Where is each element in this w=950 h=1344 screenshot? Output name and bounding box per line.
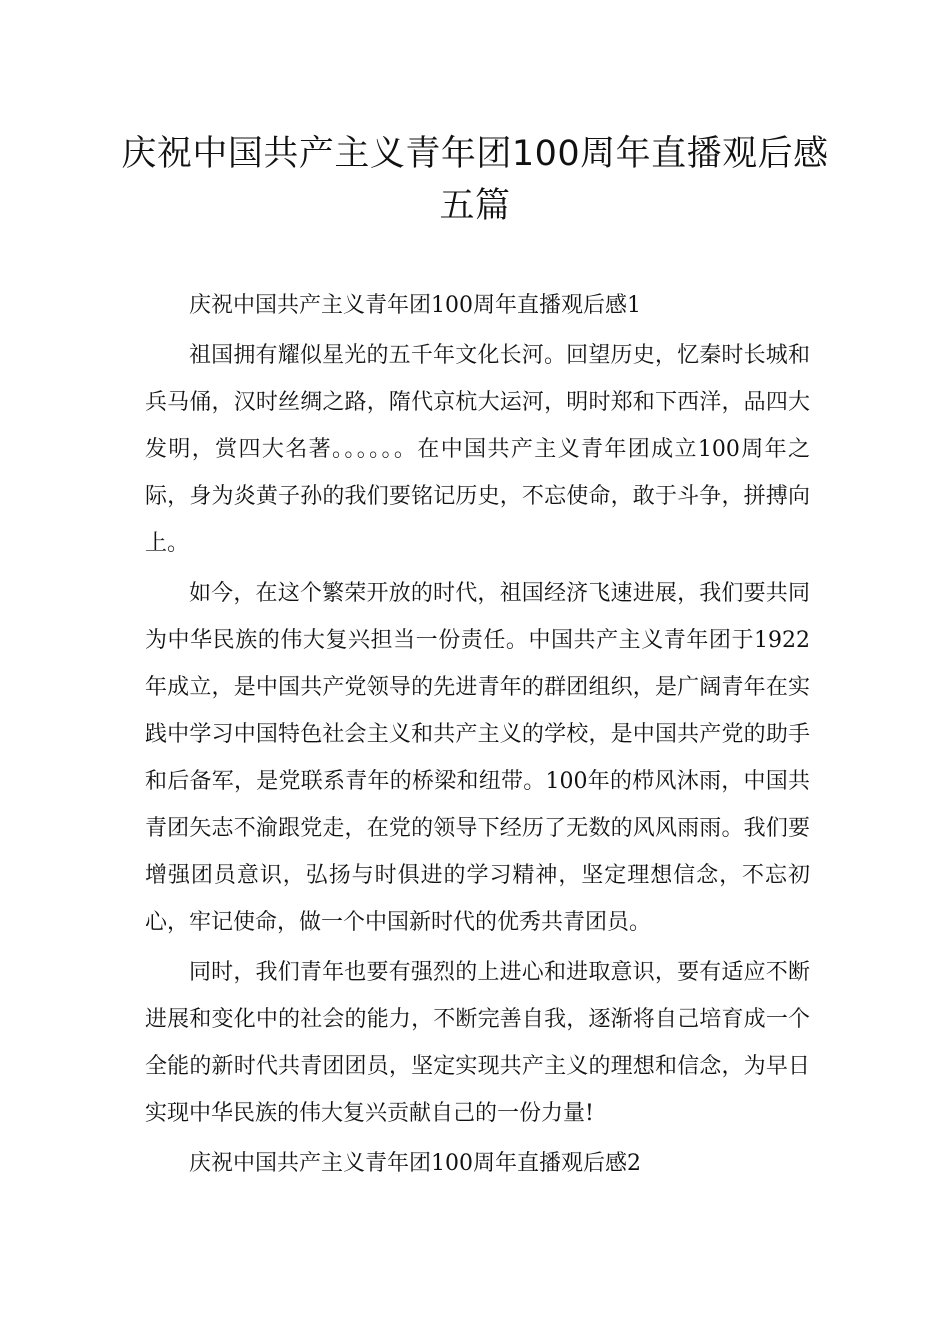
section-heading-1: 庆祝中国共产主义青年团100周年直播观后感1 [189,293,641,318]
paragraph-1: 祖国拥有耀似星光的五千年文化长河。回望历史，忆秦时长城和兵马俑，汉时丝绸之路，隋代京杭大运河，明时郑和下西洋，品四大发明，赏四大名著。。。。。。在中国共产主义青年团成立100周年之际，身为炎黄子孙的我们要铭记历史，不忘使命，敢于斗争，拼搏向上。 [145,343,810,556]
document-title: 庆祝中国共产主义青年团100周年直播观后感五篇 [121,134,829,226]
document-body [145,282,810,1190]
paragraph-2: 如今，在这个繁荣开放的时代，祖国经济飞速进展，我们要共同为中华民族的伟大复兴担当一份责任。中国共产主义青年团于1922年成立，是中国共产党领导的先进青年的群团组织，是广阔青年在实践中学习中国特色社会主义和共产主义的学校，是中国共产党的助手和后备军，是党联系青年的桥梁和纽带。100年的栉风沐雨，中国共青团矢志不渝跟党走，在党的领导下经历了无数的风风雨雨。我们要增强团员意识，弘扬与时俱进的学习精神，坚定理想信念，不忘初心，牢记使命，做一个中国新时代的优秀共青团员。 [145,581,810,935]
section-heading-2: 庆祝中国共产主义青年团100周年直播观后感2 [189,1151,641,1176]
paragraph-3: 同时，我们青年也要有强烈的上进心和进取意识，要有适应不断进展和变化中的社会的能力，不断完善自我，逐渐将自己培育成一个全能的新时代共青团团员，坚定实现共产主义的理想和信念，为早日实现中华民族的伟大复兴贡献自己的一份力量! [145,960,810,1126]
